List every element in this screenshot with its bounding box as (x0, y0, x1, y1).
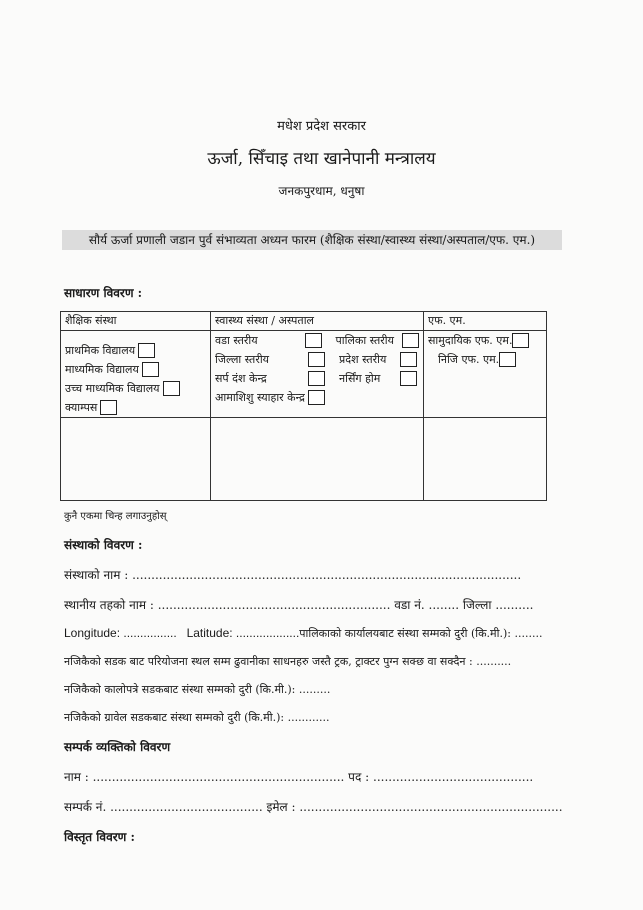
checkbox[interactable] (142, 362, 159, 377)
option-community-fm[interactable]: सामुदायिक एफ. एम. (428, 331, 542, 350)
institution-heading: संस्थाको विवरण : (64, 538, 143, 552)
fm-blank-cell[interactable] (424, 418, 547, 501)
health-row (215, 388, 419, 407)
latitude-field[interactable]: Latitude: ................... (186, 626, 300, 640)
health-row (215, 350, 419, 369)
location-title: जनकपुरधाम, धनुषा (278, 184, 365, 198)
office-distance-field[interactable]: पालिकाको कार्यालयबाट संस्था सम्मको दुरी (कि.मी.): ........ (299, 627, 543, 640)
contact-phone-line[interactable]: सम्पर्क नं. ........................................ इमेल : ..................................................................... (64, 800, 563, 814)
gravel-distance-line[interactable]: नजिकैको ग्रावेल सडकबाट संस्था सम्मको दुरी (कि.मी.): ............ (64, 711, 330, 724)
option-municipality-level[interactable]: पालिका स्तरीय (336, 333, 419, 348)
option-primary-school[interactable]: प्राथमिक विद्यालय (65, 341, 206, 360)
health-blank-cell[interactable] (211, 418, 424, 501)
option-secondary-school[interactable]: माध्यमिक विद्यालय (65, 360, 206, 379)
blacktop-distance-line[interactable]: नजिकैको कालोपत्रे सडकबाट संस्था सम्मको दुरी (कि.मी.): ......... (64, 683, 331, 696)
checkbox[interactable] (138, 343, 155, 358)
coordinates-line (64, 626, 542, 641)
instruction-note: कुनै एकमा चिन्ह लगाउनुहोस् (64, 511, 167, 522)
checkbox[interactable] (308, 371, 325, 386)
option-ward-level[interactable]: वडा स्तरीय (215, 333, 322, 348)
form-subject: सौर्य ऊर्जा प्रणाली जडान पुर्व संभाव्यता अध्यन फारम (शैक्षिक संस्था/स्वास्थ्य संस्था/अस्पताल/एफ. एम.) (62, 230, 562, 250)
education-blank-cell[interactable] (61, 418, 211, 501)
checkbox[interactable] (400, 371, 417, 386)
ministry-title: ऊर्जा, सिँचाइ तथा खानेपानी मन्त्रालय (207, 149, 436, 169)
option-campus[interactable]: क्याम्पस (65, 398, 206, 417)
checkbox[interactable] (305, 333, 322, 348)
local-level-line[interactable]: स्थानीय तहको नाम : ............................................................. वडा नं. ........ जिल्ला .......... (64, 598, 534, 612)
health-cell (211, 331, 424, 418)
checkbox[interactable] (400, 352, 417, 367)
checkbox[interactable] (402, 333, 419, 348)
option-private-fm[interactable]: निजि एफ. एम. (428, 350, 542, 369)
health-row (215, 369, 419, 388)
option-nursing-home[interactable]: नर्सिंग होम (339, 371, 417, 386)
column-health: स्वास्थ्य संस्था / अस्पताल (211, 312, 424, 331)
general-heading: साधारण विवरण : (64, 286, 143, 300)
contact-name-line[interactable]: नाम : .................................................................. पद : .......................................... (64, 770, 534, 784)
category-table (60, 311, 547, 501)
option-province-level[interactable]: प्रदेश स्तरीय (339, 352, 417, 367)
education-cell (61, 331, 211, 418)
road-access-line[interactable]: नजिकैको सडक बाट परियोजना स्थल सम्म ढुवानीका साधनहरु जस्तै ट्रक, ट्राक्टर पुग्न सक्छ वा सक्दैन : .......... (64, 655, 512, 668)
checkbox[interactable] (512, 333, 529, 348)
checkbox[interactable] (308, 352, 325, 367)
option-snakebite-center[interactable]: सर्प दंश केन्द्र (215, 371, 325, 386)
checkbox[interactable] (308, 390, 325, 405)
checkbox[interactable] (163, 381, 180, 396)
contact-heading: सम्पर्क व्यक्तिको विवरण (64, 740, 171, 754)
fm-cell (424, 331, 547, 418)
checkbox[interactable] (499, 352, 516, 367)
institution-name-line[interactable]: संस्थाको नाम : ...................................................................................................... (64, 568, 522, 582)
checkbox[interactable] (100, 400, 117, 415)
option-district-level[interactable]: जिल्ला स्तरीय (215, 352, 325, 367)
option-higher-secondary-school[interactable]: उच्च माध्यमिक विद्यालय (65, 379, 206, 398)
longitude-field[interactable]: Longitude: ................ (64, 626, 177, 640)
details-heading: विस्तृत विवरण : (64, 830, 135, 844)
option-maternal-child-center[interactable]: आमाशिशु स्याहार केन्द्र (215, 390, 325, 405)
government-title: मधेश प्रदेश सरकार (277, 119, 366, 134)
health-row (215, 331, 419, 350)
column-fm: एफ. एम. (424, 312, 547, 331)
column-education: शैक्षिक संस्था (61, 312, 211, 331)
